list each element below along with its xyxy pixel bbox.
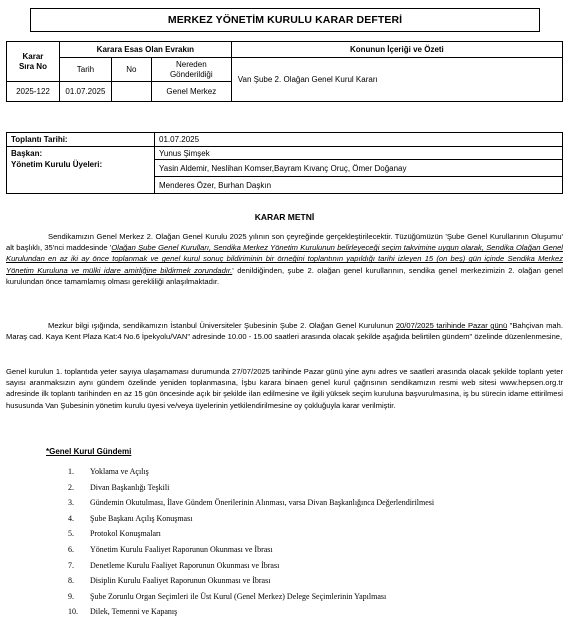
paragraph-1-quote: Olağan Şube Genel Kurulları, Sendika Merkez Yönetim Kurulunun belirleyeceği seçim takvimine uygun olarak, Sendika Olağan Genel Kurulundan en az iki ay önce toplanmak ve genel kurul sonuç bildiriminin bir örneğini toplantının yapıldığı tarihi izleyen 15 (on beş) gün içinde Sendika Merkez Yönetim Kuruluna ve mülki idare amirliğine bildirmek zorundadır. [6,243,563,275]
decision-header-table [6,41,563,102]
agenda-item [68,480,434,496]
document-title [30,8,540,32]
uyeler-value-line2: Menderes Özer, Burhan Daşkın [155,177,563,194]
no-header: No [111,58,151,82]
paragraph-2 [6,320,563,342]
agenda-item [68,511,434,527]
agenda-item [68,604,434,620]
paragraph-1-part-a: Sendikamızın Genel Merkez 2. Olağan Genel Kurulu 2025 yılının son çeyreğinde gerçekleştirilecektir. Tüzüğümüzün 'Şube Genel Kurullarının Oluşumu' alt başlıklı, 35'nci maddesinde ' [6,232,563,253]
agenda-item-text: Denetleme Kurulu Faaliyet Raporunun Okunması ve İbrası [90,560,280,570]
agenda-item-number: 6. [68,544,74,554]
agenda-item-text: Dilek, Temenni ve Kapanış [90,607,178,617]
agenda-list [68,464,434,620]
agenda-item-number: 9. [68,591,74,601]
paragraph-2-part-c: "Bahçivan mah. Maraş cad. Kaya Kent Plaza Kat:4 No.6 İpekyolu/VAN" adresinde 10.00 - 15.00 saatleri arasında olacak şekilde aşağıda belirtilen gündem" özelinde düzenlenmesine, [6,321,563,342]
agenda-item [68,464,434,480]
agenda-title: *Genel Kurul Gündemi [46,447,132,456]
agenda-item-number: 4. [68,513,74,523]
agenda-item-number: 8. [68,576,74,586]
konu-cell: Van Şube 2. Olağan Genel Kurul Kararı [231,58,562,102]
agenda-item-number: 5. [68,529,74,539]
agenda-item [68,542,434,558]
agenda-item-text: Gündemin Okutulması, İlave Gündem Önerilerinin Alınması, varsa Divan Başkanlığınca Değerlendirilmesi [90,498,435,508]
paragraph-1-part-c: ' denildiğinden, şube 2. olağan genel kurullarının, sendika genel merkezimizin 2. olağan genel kurulundan önce tamamlamış olması gerekliliği anlaşılmaktadır. [6,265,563,286]
agenda-item-text: Disiplin Kurulu Faaliyet Raporunun Okunması ve İbrası [90,576,271,586]
agenda-item-text: Divan Başkanlığı Teşkili [90,482,170,492]
uyeler-label: Yönetim Kurulu Üyeleri: [7,160,155,194]
tarih-cell: 01.07.2025 [59,82,111,102]
uyeler-value-line1: Yasin Aldemir, Neslihan Komser,Bayram Kıvanç Oruç, Ömer Doğanay [155,160,563,177]
karar-sira-no-cell: 2025-122 [7,82,60,102]
tarih-header: Tarih [59,58,111,82]
paragraph-2-part-a: Mezkur bilgi ışığında, sendikamızın İstanbul Üniversiteler Şubesinin Şube 2. Olağan Genel Kurulunun [48,321,396,330]
meeting-info-table [6,132,563,194]
agenda-item-text: Protokol Konuşmaları [90,529,161,539]
agenda-item-text: Şube Başkanı Açılış Konuşması [90,513,193,523]
agenda-item-number: 7. [68,560,74,570]
paragraph-2-date: 20/07/2025 tarihinde Pazar günü [395,321,508,330]
agenda-item-number: 2. [68,482,74,492]
agenda-item [68,526,434,542]
no-cell [111,82,151,102]
toplanti-tarihi-label: Toplantı Tarihi: [7,133,155,147]
karar-metni-title: KARAR METNİ [254,212,315,222]
agenda-item [68,589,434,605]
nereden-cell: Genel Merkez [151,82,231,102]
agenda-item-number: 3. [68,498,74,508]
agenda-item-number: 10. [68,607,78,617]
document-title-text: MERKEZ YÖNETİM KURULU KARAR DEFTERİ [167,14,403,26]
evrak-group-header: Karara Esas Olan Evrakın [59,42,231,58]
baskan-value: Yunus Şimşek [155,147,563,160]
agenda-item-text: Şube Zorunlu Organ Seçimleri ile Üst Kurul (Genel Merkez) Delege Seçimlerinin Yapılması [90,591,387,601]
toplanti-tarihi-value: 01.07.2025 [155,133,563,147]
paragraph-1 [6,231,563,287]
baskan-label: Başkan: [7,147,155,160]
paragraph-3: Genel kurulun 1. toplantıda yeter sayıya ulaşamaması durumunda 27/07/2025 tarihinde Pazar günü yine aynı adres ve saatleri arasında olacak şekilde toplantı yeter sayısı aranmaksızın aynı gündem özelinde yeniden toplanmasına, İşbu karara binaen genel kurul çağrısının sendikamızın resmi web sitesi www.hepsen.org.tr adresinde ilk toplantı tarihinden en az 15 gün öncesinde açık bir şekilde ilan edilmesine ve ilgili yüksek seçim kuruluna başvurulmasına, iş bu sürecin idame ettirilmesi hususunda Van Şubesinin yönetim kurulu üyesi ve/veya üyelerinin yetkilendirilmesine oy çokluğuyla karar verilmiştir. [6,367,563,410]
agenda-item-text: Yönetim Kurulu Faaliyet Raporunun Okunması ve İbrası [90,544,273,554]
konu-header: Konunun İçeriği ve Özeti [231,42,562,58]
agenda-item-text: Yoklama ve Açılış [90,467,149,476]
agenda-item [68,558,434,574]
agenda-item [68,573,434,589]
agenda-item [68,495,434,511]
karar-sira-no-header: Karar Sıra No [7,42,60,82]
nereden-header: Nereden Gönderildiği [151,58,231,82]
agenda-item-number: 1. [68,467,74,476]
